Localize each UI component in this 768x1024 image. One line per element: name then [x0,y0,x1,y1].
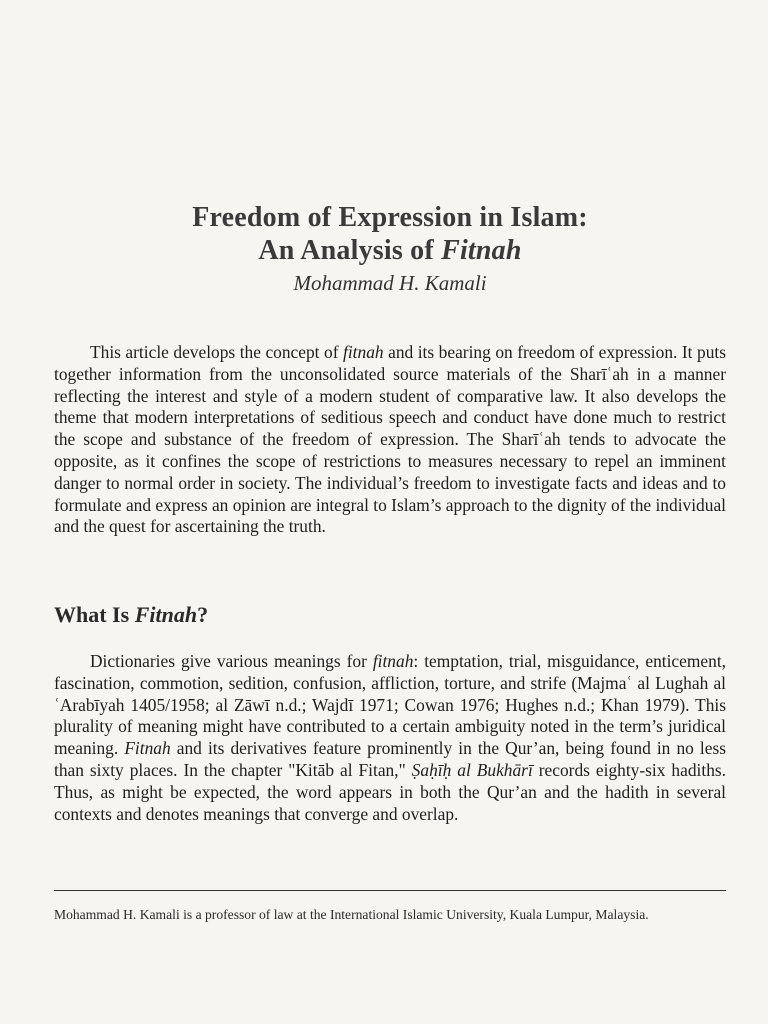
author-name: Mohammad H. Kamali [293,271,487,295]
title-line-1: Freedom of Expression in Islam: [192,201,588,233]
article-title [54,201,726,267]
body-paragraph [54,651,726,825]
body-text-4: records eighty-six hadiths. Thus, as might be expected, the word appears in both the Qur’an and the hadith in several contexts and denotes meanings that converge and overlap. [54,759,727,824]
title-line-2 [54,234,726,267]
section-heading-prefix: What Is [54,602,135,627]
abstract-paragraph [54,342,726,538]
author-footnote: Mohammad H. Kamali is a professor of law at the International Islamic University, Kuala Lumpur, Malaysia. [54,907,649,922]
footnote-divider [54,890,726,891]
body-text-2: : temptation, trial, misguidance, enticement, fascination, commotion, sedition, confusion, affliction, torture, and strife (Majmaʿ al Lughah al ʿArabīyah 1405/1958; al Zāwī n.d.; Wajdī 1971; Cowan 1976; Hughes n.d.; Khan 1979). This plurality of meaning might have contributed to a certain ambiguity noted in the term’s juridical meaning. [54,651,726,759]
body-italic-2: Fitnah [124,738,171,759]
body-text-1: Dictionaries give various meanings for [90,651,373,671]
section-heading-suffix: ? [197,602,209,627]
document-page [54,0,726,1024]
body-text-3: and its derivatives feature prominently in the Qur’an, being found in no less than sixty places. In the chapter "Kitāb al Fitan," [54,738,726,780]
abstract-italic-term: fitnah [343,342,384,362]
abstract-text-1: This article develops the concept of [90,342,344,362]
body-italic-3: Ṣaḥīḥ al Bukhārī [411,759,533,780]
section-heading-italic: Fitnah [134,602,198,627]
title-line-2-prefix: An Analysis of [258,234,442,266]
abstract-text-2: and its bearing on freedom of expression. It puts together information from the unconsolidated source materials of the Sharīʿah in a manner reflecting the interest and style of a modern student of comparative law. It also develops the theme that modern interpretations of seditious speech and conduct have done much to restrict the scope and substance of the freedom of expression. The Sharīʿah tends to advocate the opposite, as it confines the scope of restrictions to measures necessary to repel an imminent danger to normal order in society. The individual’s freedom to investigate facts and ideas and to formulate and express an opinion are integral to Islam’s approach to the dignity of the individual and the quest for ascertaining the truth. [54,342,726,537]
title-line-2-italic: Fitnah [441,234,522,266]
body-italic-1: fitnah [372,651,414,671]
section-heading [54,601,208,629]
